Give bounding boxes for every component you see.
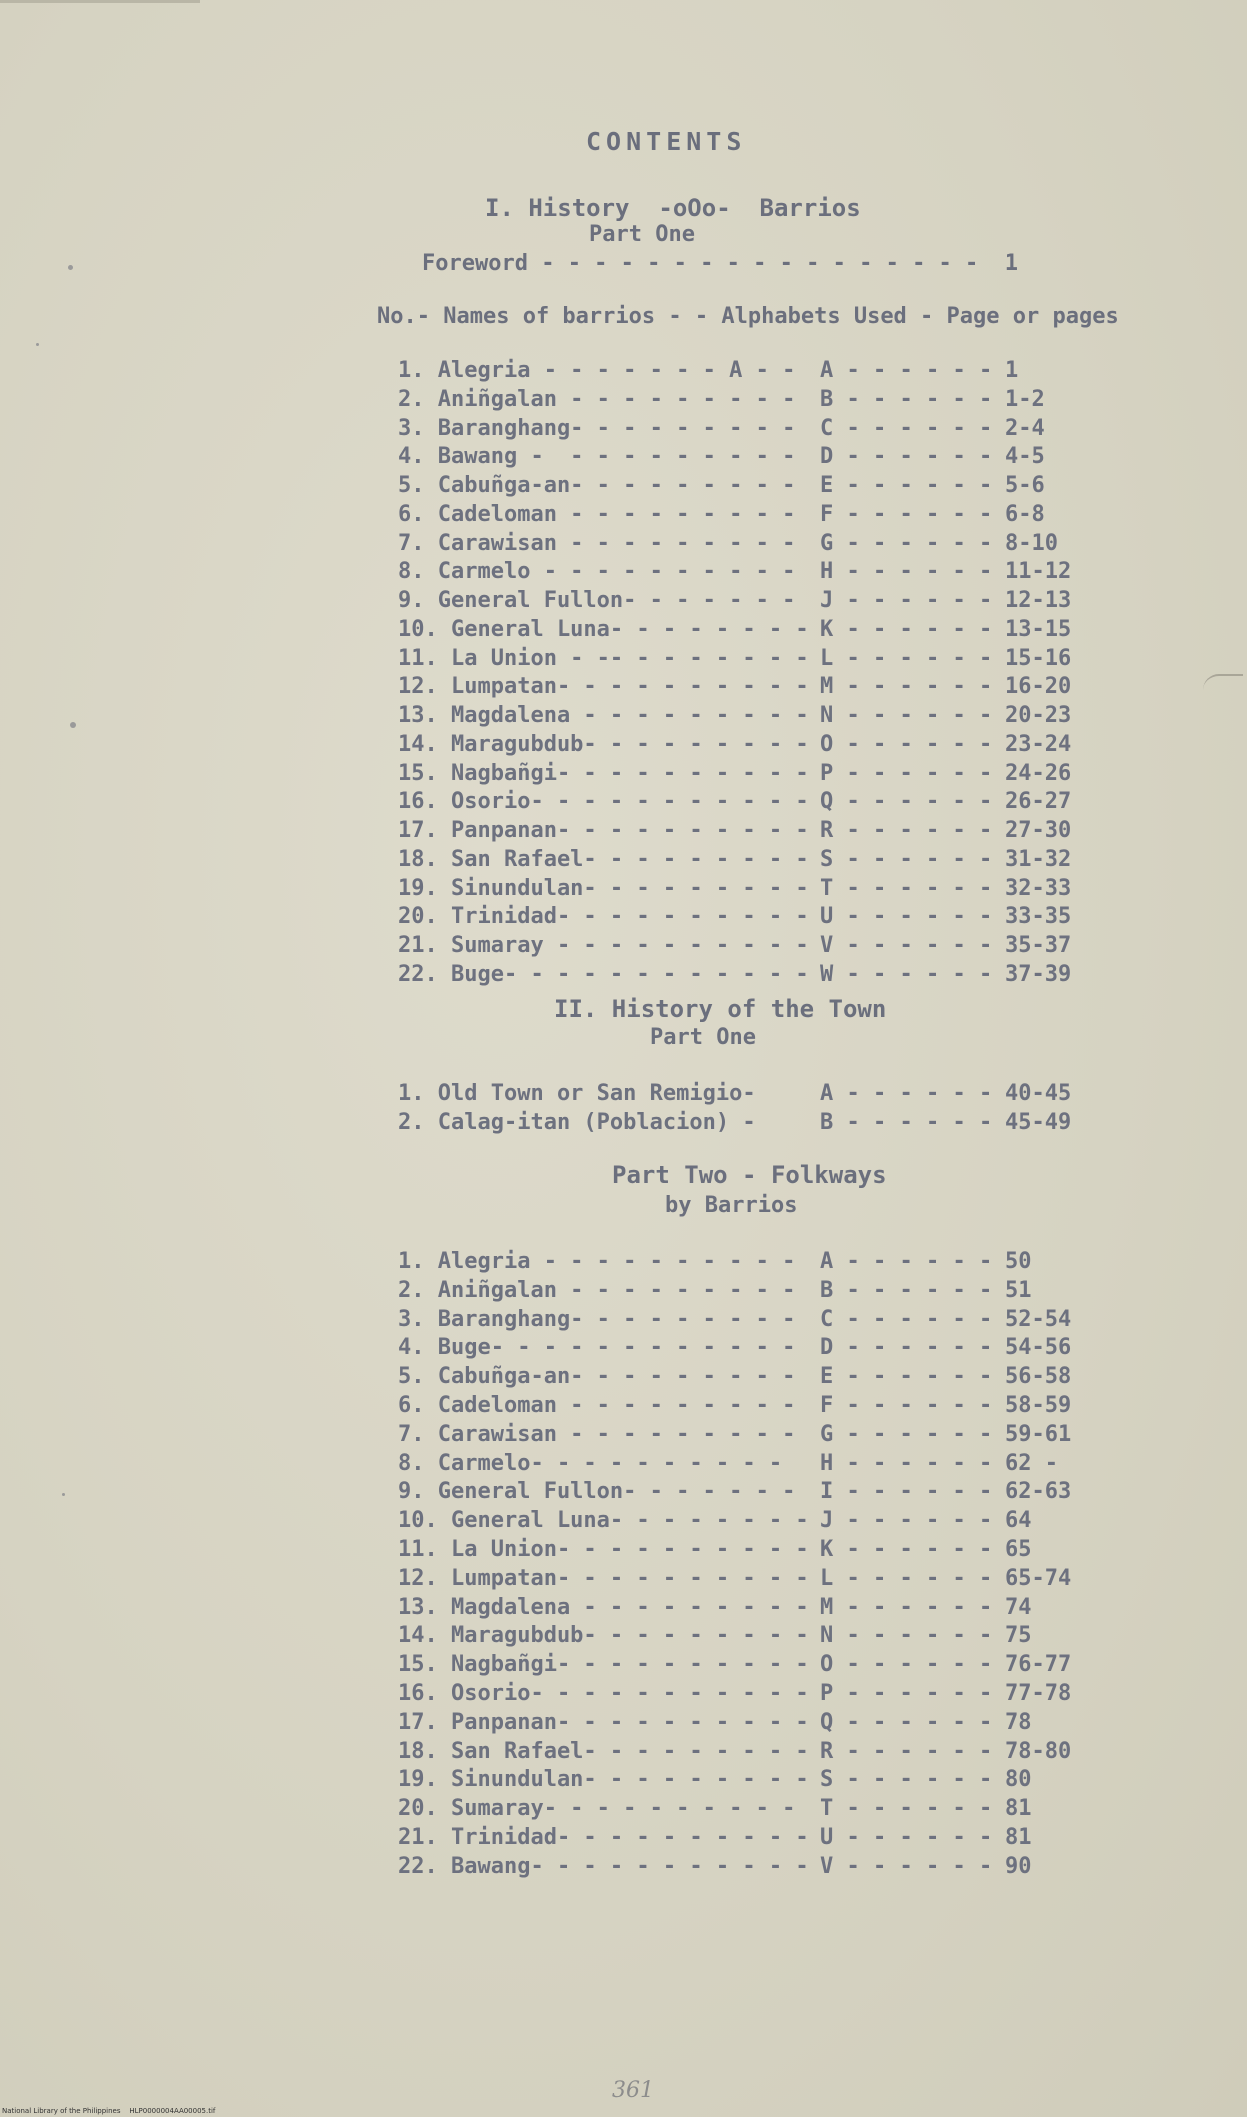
archive-footer: National Library of the Philippines HLP0000004AA00005.tif	[2, 2107, 216, 2115]
toc-entry-page: 37-39	[1005, 961, 1072, 987]
toc-entry-letter: P - - - - - -	[820, 1681, 993, 1706]
toc-entry-letter: J - - - - - -	[820, 588, 993, 613]
toc-entry-letter: N - - - - - -	[820, 1623, 993, 1649]
toc-row	[0, 760, 1247, 787]
toc-entry-name: 6. Cadeloman - - - - - - - - -	[398, 1393, 796, 1418]
toc-entry-letter: C - - - - - -	[820, 1306, 993, 1332]
toc-entry-letter: E - - - - - -	[820, 1364, 993, 1390]
toc-row	[0, 1824, 1247, 1851]
pencil-page-number: 361	[612, 2078, 654, 2103]
toc-row	[0, 443, 1247, 470]
toc-entry-letter: D - - - - - -	[820, 444, 993, 470]
toc-row	[0, 1709, 1247, 1736]
toc-entry-page: 15-16	[1005, 645, 1072, 671]
toc-entry-name: 10. General Luna- - - - - - - -	[398, 1508, 809, 1534]
toc-row	[0, 1507, 1247, 1534]
toc-row	[0, 731, 1247, 758]
toc-entry-letter: Q - - - - - -	[820, 1709, 993, 1735]
toc-entry-page: 52-54	[1005, 1306, 1072, 1332]
toc-entry-letter: P - - - - - -	[820, 760, 993, 786]
toc-row	[0, 1766, 1247, 1793]
toc-entry-page: 51	[1005, 1277, 1032, 1303]
toc-entry-page: 20-23	[1005, 703, 1072, 728]
scan-edge	[0, 0, 200, 3]
toc-entry-page: 59-61	[1005, 1421, 1072, 1447]
toc-entry-letter: K - - - - - -	[820, 1537, 993, 1562]
toc-row	[0, 1680, 1247, 1707]
toc-entry-page: 58-59	[1005, 1393, 1072, 1418]
toc-row	[0, 357, 1247, 384]
toc-entry-name: 22. Buge- - - - - - - - - - - -	[398, 961, 809, 987]
toc-entry-letter: B - - - - - -	[820, 1110, 993, 1135]
toc-entry-page: 80	[1005, 1767, 1032, 1793]
toc-entry-letter: F - - - - - -	[820, 1393, 993, 1418]
toc-entry-letter: S - - - - - -	[820, 846, 993, 872]
section3-heading: Part Two - Folkways	[612, 1161, 887, 1189]
toc-entry-name: 9. General Fullon- - - - - - -	[398, 1479, 796, 1505]
toc-entry-name: 10. General Luna- - - - - - - -	[398, 616, 809, 642]
toc-entry-name: 12. Lumpatan- - - - - - - - - -	[398, 674, 809, 700]
toc-row	[0, 501, 1247, 528]
speck	[36, 343, 39, 346]
toc-entry-letter: U - - - - - -	[820, 1825, 993, 1850]
toc-entry-letter: U - - - - - -	[820, 904, 993, 930]
toc-entry-letter: V - - - - - -	[820, 933, 993, 958]
toc-row	[0, 788, 1247, 815]
toc-row	[0, 587, 1247, 614]
section3-subheading: by Barrios	[665, 1193, 798, 1218]
toc-row	[0, 1594, 1247, 1621]
toc-entry-name: 14. Maragubdub- - - - - - - - -	[398, 1623, 809, 1649]
toc-entry-name: 19. Sinundulan- - - - - - - - -	[398, 1767, 809, 1793]
toc-entry-name: 4. Buge- - - - - - - - - - - -	[398, 1335, 796, 1361]
toc-entry-page: 78	[1005, 1709, 1032, 1735]
toc-entry-name: 11. La Union- - - - - - - - - -	[398, 1537, 809, 1562]
toc-row	[0, 558, 1247, 585]
toc-entry-page: 16-20	[1005, 674, 1072, 700]
toc-entry-name: 11. La Union - -- - - - - - - -	[398, 645, 809, 671]
toc-entry-page: 24-26	[1005, 760, 1072, 786]
toc-row	[0, 817, 1247, 844]
toc-entry-page: 78-80	[1005, 1738, 1072, 1764]
toc-entry-letter: T - - - - - -	[820, 1796, 993, 1822]
toc-entry-letter: K - - - - - -	[820, 616, 993, 642]
speck	[68, 265, 73, 270]
toc-entry-letter: C - - - - - -	[820, 415, 993, 441]
page-title: CONTENTS	[586, 127, 747, 156]
toc-row	[0, 903, 1247, 930]
toc-row	[0, 1363, 1247, 1390]
toc-entry-page: 33-35	[1005, 904, 1072, 930]
toc-entry-name: 1. Alegria - - - - - - - A - -	[398, 358, 796, 383]
toc-entry-page: 74	[1005, 1594, 1032, 1620]
toc-entry-letter: V - - - - - -	[820, 1853, 993, 1879]
toc-entry-page: 1-2	[1005, 386, 1045, 412]
toc-entry-name: 13. Magdalena - - - - - - - - -	[398, 1594, 809, 1620]
toc-entry-letter: L - - - - - -	[820, 645, 993, 671]
toc-entry-page: 54-56	[1005, 1335, 1072, 1361]
toc-entry-page: 2-4	[1005, 415, 1045, 441]
toc-entry-letter: E - - - - - -	[820, 473, 993, 498]
toc-entry-letter: A - - - - - -	[820, 358, 993, 383]
toc-entry-letter: T - - - - - -	[820, 875, 993, 901]
toc-entry-name: 5. Cabuñga-an- - - - - - - - -	[398, 473, 796, 498]
toc-entry-page: 40-45	[1005, 1081, 1072, 1106]
toc-entry-name: 7. Carawisan - - - - - - - - -	[398, 530, 796, 556]
toc-entry-page: 26-27	[1005, 789, 1072, 815]
toc-entry-letter: F - - - - - -	[820, 501, 993, 527]
toc-row	[0, 472, 1247, 499]
toc-entry-name: 20. Sumaray- - - - - - - - - -	[398, 1796, 796, 1822]
toc-entry-name: 18. San Rafael- - - - - - - - -	[398, 1738, 809, 1764]
toc-entry-page: 81	[1005, 1825, 1032, 1850]
toc-entry-page: 62 -	[1005, 1450, 1058, 1476]
toc-row	[0, 932, 1247, 959]
toc-entry-letter: O - - - - - -	[820, 731, 993, 757]
toc-entry-name: 17. Panpanan- - - - - - - - - -	[398, 1709, 809, 1735]
toc-row	[0, 616, 1247, 643]
toc-entry-name: 15. Nagbañgi- - - - - - - - - -	[398, 760, 809, 786]
toc-row	[0, 1248, 1247, 1275]
toc-entry-page: 23-24	[1005, 731, 1072, 757]
foreword-line: Foreword - - - - - - - - - - - - - - - - - 1	[422, 251, 1019, 276]
toc-row	[0, 1622, 1247, 1649]
toc-entry-letter: N - - - - - -	[820, 703, 993, 728]
toc-entry-page: 11-12	[1005, 559, 1072, 585]
toc-entry-name: 2. Calag-itan (Poblacion) -	[398, 1110, 756, 1135]
section2-heading: II. History of the Town	[554, 995, 887, 1023]
toc-entry-page: 32-33	[1005, 875, 1072, 901]
toc-entry-letter: B - - - - - -	[820, 386, 993, 412]
toc-row	[0, 1306, 1247, 1333]
toc-entry-letter: A - - - - - -	[820, 1249, 993, 1274]
toc-entry-name: 16. Osorio- - - - - - - - - - -	[398, 1681, 809, 1706]
toc-entry-name: 7. Carawisan - - - - - - - - -	[398, 1421, 796, 1447]
toc-entry-page: 90	[1005, 1853, 1032, 1879]
toc-entry-name: 1. Alegria - - - - - - - - - -	[398, 1249, 796, 1274]
toc-row	[0, 875, 1247, 902]
toc-entry-page: 6-8	[1005, 501, 1045, 527]
toc-entry-name: 3. Baranghang- - - - - - - - -	[398, 1306, 796, 1332]
toc-entry-name: 21. Sumaray - - - - - - - - - -	[398, 933, 809, 958]
toc-row	[0, 1738, 1247, 1765]
toc-entry-letter: H - - - - - -	[820, 1450, 993, 1476]
toc-row	[0, 386, 1247, 413]
toc-entry-name: 14. Maragubdub- - - - - - - - -	[398, 731, 809, 757]
toc-entry-letter: G - - - - - -	[820, 1421, 993, 1447]
toc-row	[0, 1536, 1247, 1563]
toc-entry-page: 75	[1005, 1623, 1032, 1649]
toc-entry-name: 12. Lumpatan- - - - - - - - - -	[398, 1565, 809, 1591]
section2-subheading: Part One	[650, 1025, 756, 1050]
toc-entry-letter: S - - - - - -	[820, 1767, 993, 1793]
toc-row	[0, 673, 1247, 700]
toc-row	[0, 1392, 1247, 1419]
toc-entry-page: 65	[1005, 1537, 1032, 1562]
toc-entry-letter: B - - - - - -	[820, 1277, 993, 1303]
toc-entry-page: 13-15	[1005, 616, 1072, 642]
column-headers: No.- Names of barrios - - Alphabets Used - Page or pages	[377, 304, 1119, 329]
toc-entry-name: 8. Carmelo - - - - - - - - - -	[398, 559, 796, 585]
toc-row	[0, 1795, 1247, 1822]
toc-row	[0, 961, 1247, 988]
toc-entry-page: 1	[1005, 358, 1019, 383]
toc-row	[0, 1277, 1247, 1304]
toc-row	[0, 530, 1247, 557]
toc-entry-letter: R - - - - - -	[820, 818, 993, 843]
toc-entry-name: 13. Magdalena - - - - - - - - -	[398, 703, 809, 728]
toc-entry-page: 50	[1005, 1249, 1032, 1274]
toc-entry-letter: R - - - - - -	[820, 1738, 993, 1764]
toc-entry-page: 31-32	[1005, 846, 1072, 872]
toc-row	[0, 1565, 1247, 1592]
toc-entry-name: 16. Osorio- - - - - - - - - - -	[398, 789, 809, 815]
toc-row	[0, 1651, 1247, 1678]
toc-entry-name: 3. Baranghang- - - - - - - - -	[398, 415, 796, 441]
toc-entry-page: 64	[1005, 1508, 1032, 1534]
toc-entry-page: 77-78	[1005, 1681, 1072, 1706]
toc-entry-name: 18. San Rafael- - - - - - - - -	[398, 846, 809, 872]
toc-entry-page: 4-5	[1005, 444, 1045, 470]
toc-row	[0, 1450, 1247, 1477]
section1-heading: I. History -oOo- Barrios	[485, 194, 861, 222]
section1-subheading: Part One	[589, 222, 695, 247]
toc-entry-letter: G - - - - - -	[820, 530, 993, 556]
toc-entry-page: 8-10	[1005, 530, 1058, 556]
toc-entry-name: 6. Cadeloman - - - - - - - - -	[398, 501, 796, 527]
toc-entry-name: 1. Old Town or San Remigio-	[398, 1081, 756, 1106]
toc-row	[0, 846, 1247, 873]
toc-entry-letter: Q - - - - - -	[820, 789, 993, 815]
toc-entry-name: 9. General Fullon- - - - - - -	[398, 588, 796, 613]
toc-entry-letter: L - - - - - -	[820, 1565, 993, 1591]
toc-entry-name: 21. Trinidad- - - - - - - - - -	[398, 1825, 809, 1850]
toc-entry-name: 2. Aniñgalan - - - - - - - - -	[398, 1277, 796, 1303]
toc-row	[0, 1080, 1247, 1107]
toc-entry-name: 17. Panpanan- - - - - - - - - -	[398, 818, 809, 843]
toc-entry-page: 5-6	[1005, 473, 1045, 498]
toc-row	[0, 1478, 1247, 1505]
toc-row	[0, 702, 1247, 729]
toc-entry-page: 62-63	[1005, 1479, 1072, 1505]
toc-entry-letter: H - - - - - -	[820, 559, 993, 585]
toc-row	[0, 415, 1247, 442]
toc-entry-name: 2. Aniñgalan - - - - - - - - -	[398, 386, 796, 412]
toc-row	[0, 1853, 1247, 1880]
toc-entry-name: 15. Nagbañgi- - - - - - - - - -	[398, 1652, 809, 1678]
toc-row	[0, 645, 1247, 672]
toc-entry-letter: J - - - - - -	[820, 1508, 993, 1534]
toc-row	[0, 1334, 1247, 1361]
toc-entry-page: 12-13	[1005, 588, 1072, 613]
toc-entry-name: 19. Sinundulan- - - - - - - - -	[398, 875, 809, 901]
toc-entry-letter: O - - - - - -	[820, 1652, 993, 1678]
toc-entry-name: 5. Cabuñga-an- - - - - - - - -	[398, 1364, 796, 1390]
toc-row	[0, 1109, 1247, 1136]
toc-entry-name: 20. Trinidad- - - - - - - - - -	[398, 904, 809, 930]
toc-entry-page: 35-37	[1005, 933, 1072, 958]
toc-entry-letter: M - - - - - -	[820, 674, 993, 700]
toc-entry-name: 22. Bawang- - - - - - - - - - -	[398, 1853, 809, 1879]
toc-entry-name: 8. Carmelo- - - - - - - - - -	[398, 1450, 783, 1476]
toc-entry-page: 76-77	[1005, 1652, 1072, 1678]
toc-entry-name: 4. Bawang - - - - - - - - - -	[398, 444, 796, 470]
toc-entry-page: 65-74	[1005, 1565, 1072, 1591]
toc-entry-letter: I - - - - - -	[820, 1479, 993, 1505]
toc-entry-page: 45-49	[1005, 1110, 1072, 1135]
toc-entry-letter: A - - - - - -	[820, 1081, 993, 1106]
toc-entry-page: 56-58	[1005, 1364, 1072, 1390]
toc-entry-letter: W - - - - - -	[820, 961, 993, 987]
toc-entry-letter: M - - - - - -	[820, 1594, 993, 1620]
toc-row	[0, 1421, 1247, 1448]
toc-entry-letter: D - - - - - -	[820, 1335, 993, 1361]
toc-entry-page: 81	[1005, 1796, 1032, 1822]
toc-entry-page: 27-30	[1005, 818, 1072, 843]
